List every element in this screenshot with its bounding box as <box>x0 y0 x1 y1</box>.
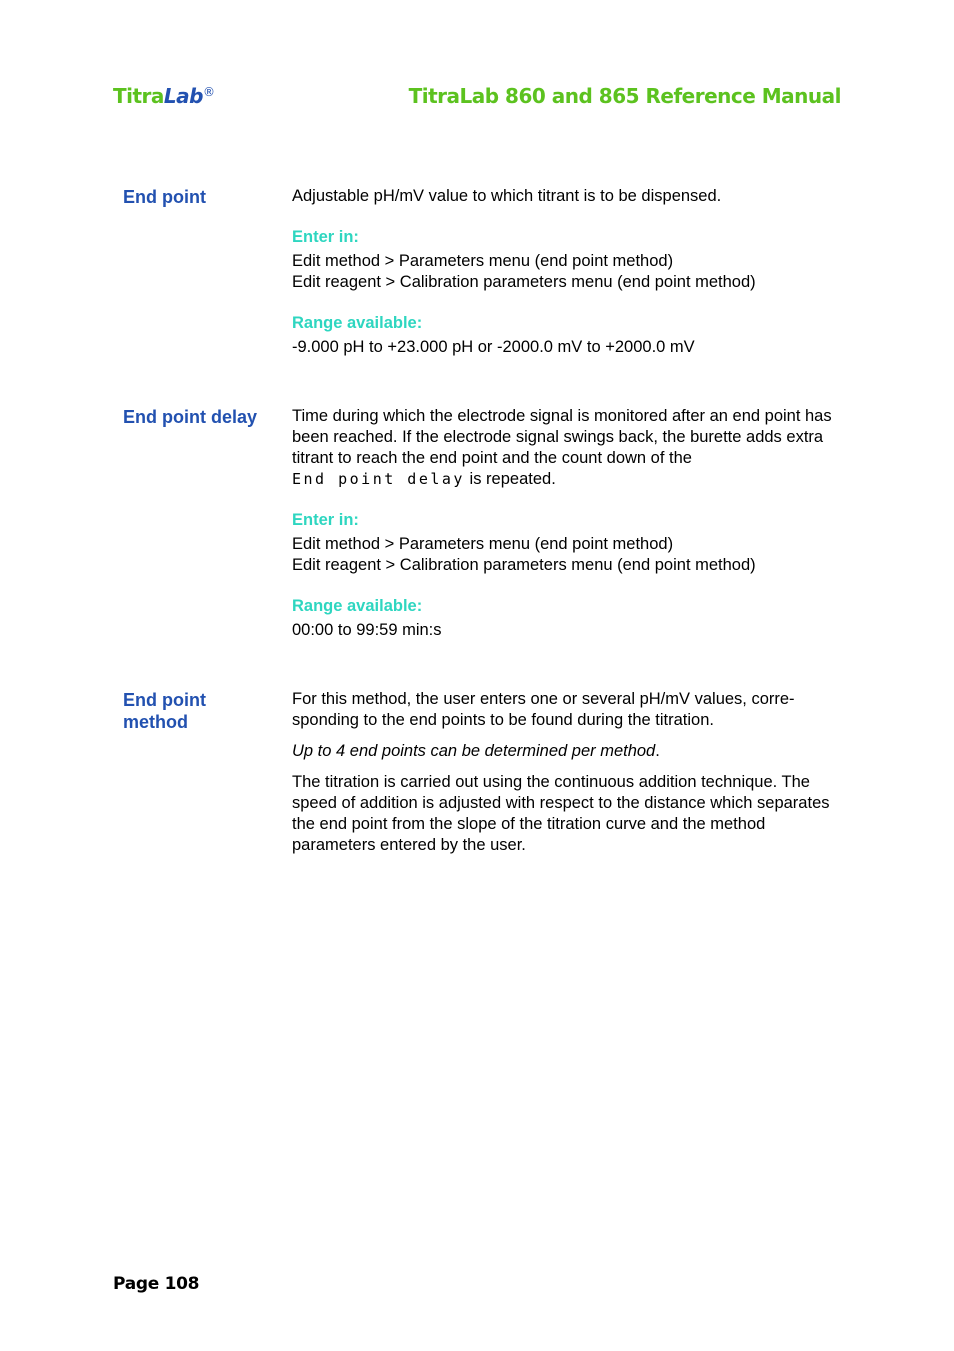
range-value: -9.000 pH to +23.000 pH or -2000.0 mV to +2000.0 mV <box>292 338 695 356</box>
term-end-point-method <box>123 689 283 733</box>
definition-text-before: Time during which the electrode signal is monitored after an end point has been reached. If the electrode signal swings back, the burette adds extra titrant to reach the end point and the count down of the <box>292 407 832 467</box>
term-end-point-delay: End point delay <box>123 407 258 427</box>
definition-text <box>292 406 837 490</box>
note-italic: Up to 4 end points can be determined per method <box>292 742 656 760</box>
range-heading: Range available: <box>292 597 423 615</box>
definition-end-point <box>292 186 837 358</box>
brand-prefix: Titra <box>113 84 164 108</box>
page-number: Page 108 <box>113 1274 200 1294</box>
definition-paragraph: The titration is carried out using the continuous addition technique. The speed of addition is adjusted with respect to the distance which separates the end point from the slope of the titration curve and the method parameters entered by the user. <box>292 773 830 854</box>
definition-end-point-method <box>292 689 837 856</box>
range-heading: Range available: <box>292 314 423 332</box>
registered-mark: ® <box>202 85 215 99</box>
enter-in-line: Edit method > Parameters menu (end point method) <box>292 535 674 553</box>
enter-in-heading: Enter in: <box>292 511 359 529</box>
note-end: . <box>655 742 660 760</box>
definition-end-point-delay <box>292 406 837 641</box>
range-value: 00:00 to 99:59 min:s <box>292 621 442 639</box>
brand-logo <box>113 84 214 108</box>
parameter-code: End point delay <box>292 470 465 488</box>
definition-paragraph: For this method, the user enters one or several pH/mV values, corre-sponding to the end points to be found during the titration. <box>292 690 795 729</box>
definition-text: Adjustable pH/mV value to which titrant is to be dispensed. <box>292 187 722 205</box>
manual-title: TitraLab 860 and 865 Reference Manual <box>408 84 841 108</box>
enter-in-line: Edit method > Parameters menu (end point method) <box>292 252 674 270</box>
definition-note <box>292 741 837 762</box>
brand-suffix: Lab <box>163 84 203 108</box>
definition-text-after: is repeated. <box>464 470 556 488</box>
enter-in-line: Edit reagent > Calibration parameters menu (end point method) <box>292 273 756 291</box>
term-line: method <box>123 712 188 732</box>
term-end-point: End point <box>123 187 206 207</box>
enter-in-heading: Enter in: <box>292 228 359 246</box>
term-line: End point <box>123 690 206 710</box>
enter-in-line: Edit reagent > Calibration parameters menu (end point method) <box>292 556 756 574</box>
